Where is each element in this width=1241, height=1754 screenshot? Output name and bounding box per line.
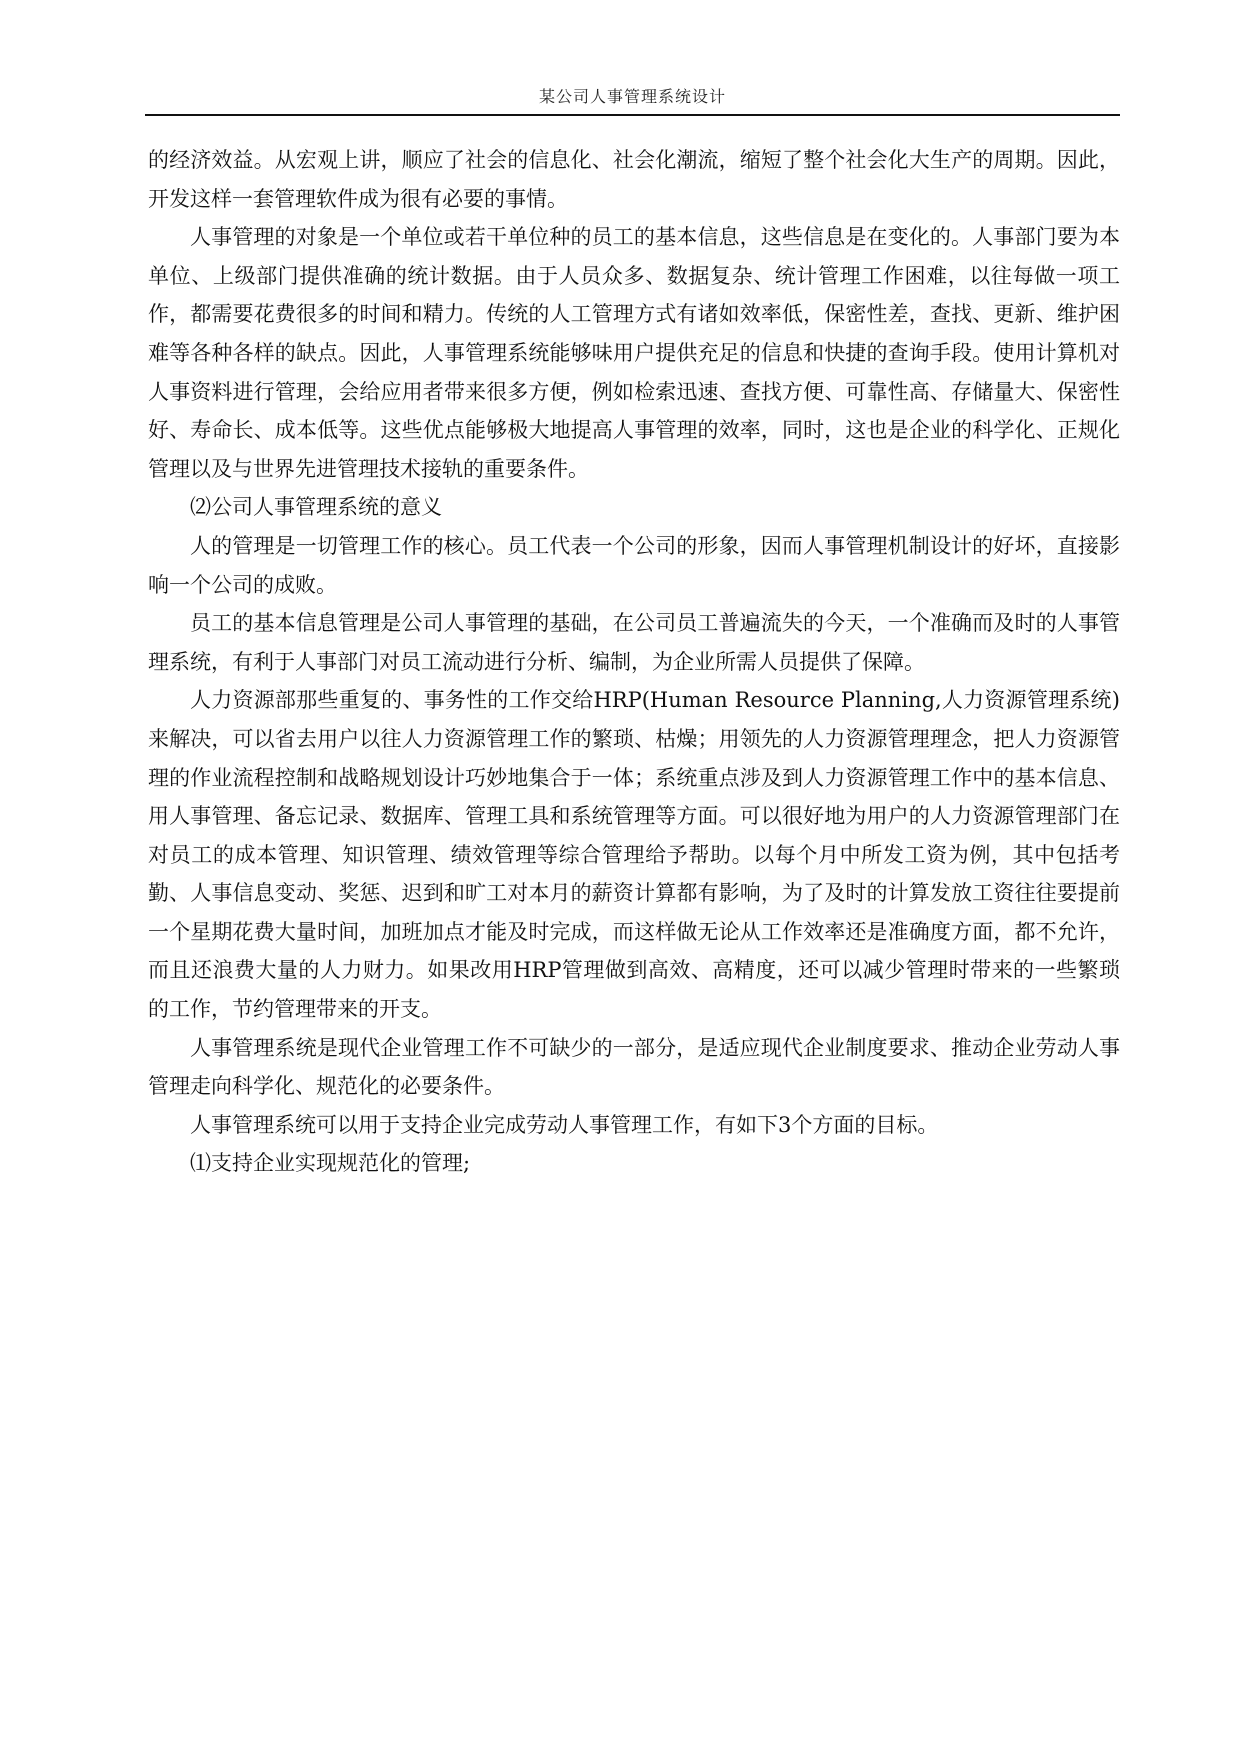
running-header: 某公司人事管理系统设计: [538, 87, 726, 106]
paragraph-economic-benefit: 的经济效益。从宏观上讲，顺应了社会的信息化、社会化潮流，缩短了整个社会化大生产的周期。因此，开发这样一套管理软件成为很有必要的事情。: [148, 148, 1120, 211]
paragraph-hrp: 人力资源部那些重复的、事务性的工作交给HRP(Human Resource Planning,人力资源管理系统)来解决，可以省去用户以往人力资源管理工作的繁琐、枯燥；用领先的人力资源管理理念，把人力资源管理的作业流程控制和战略规划设计巧妙地集合于一体；系统重点涉及到人力资源管理工作中的基本信息、用人事管理、备忘记录、数据库、管理工具和系统管理等方面。可以很好地为用户的人力资源管理部门在对员工的成本管理、知识管理、绩效管理等综合管理给予帮助。以每个月中所发工资为例，其中包括考勤、人事信息变动、奖惩、迟到和旷工对本月的薪资计算都有影响，为了及时的计算发放工资往往要提前一个星期花费大量时间，加班加点才能及时完成，而这样做无论从工作效率还是准确度方面，都不允许，而且还浪费大量的人力财力。如果改用HRP管理做到高效、高精度，还可以减少管理时带来的一些繁琐的工作，节约管理带来的开支。: [148, 688, 1120, 1022]
paragraph-basic-info: 员工的基本信息管理是公司人事管理的基础，在公司员工普遍流失的今天，一个准确而及时的人事管理系统，有利于人事部门对员工流动进行分析、编制，为企业所需人员提供了保障。: [148, 611, 1120, 674]
header-divider: [145, 114, 1120, 116]
paragraph-people-management: 人的管理是一切管理工作的核心。员工代表一个公司的形象，因而人事管理机制设计的好坏，直接影响一个公司的成败。: [148, 533, 1120, 597]
section-heading-significance: ⑵公司人事管理系统的意义: [190, 495, 442, 520]
paragraph-modern-enterprise: 人事管理系统是现代企业管理工作不可缺少的一部分，是适应现代企业制度要求、推动企业劳动人事管理走向科学化、规范化的必要条件。: [148, 1035, 1120, 1099]
body-text: [148, 141, 1120, 1183]
list-item-goal-1: ⑴支持企业实现规范化的管理;: [190, 1151, 471, 1176]
paragraph-goals-intro: 人事管理系统可以用于支持企业完成劳动人事管理工作，有如下3个方面的目标。: [190, 1112, 939, 1137]
paragraph-hr-object: 人事管理的对象是一个单位或若干单位种的员工的基本信息，这些信息是在变化的。人事部门要为本单位、上级部门提供准确的统计数据。由于人员众多、数据复杂、统计管理工作困难，以往每做一项工作，都需要花费很多的时间和精力。传统的人工管理方式有诸如效率低，保密性差，查找、更新、维护困难等各种各样的缺点。因此，人事管理系统能够味用户提供充足的信息和快捷的查询手段。使用计算机对人事资料进行管理，会给应用者带来很多方便，例如检索迅速、查找方便、可靠性高、存储量大、保密性好、寿命长、成本低等。这些优点能够极大地提高人事管理的效率，同时，这也是企业的科学化、正规化管理以及与世界先进管理技术接轨的重要条件。: [148, 225, 1120, 481]
